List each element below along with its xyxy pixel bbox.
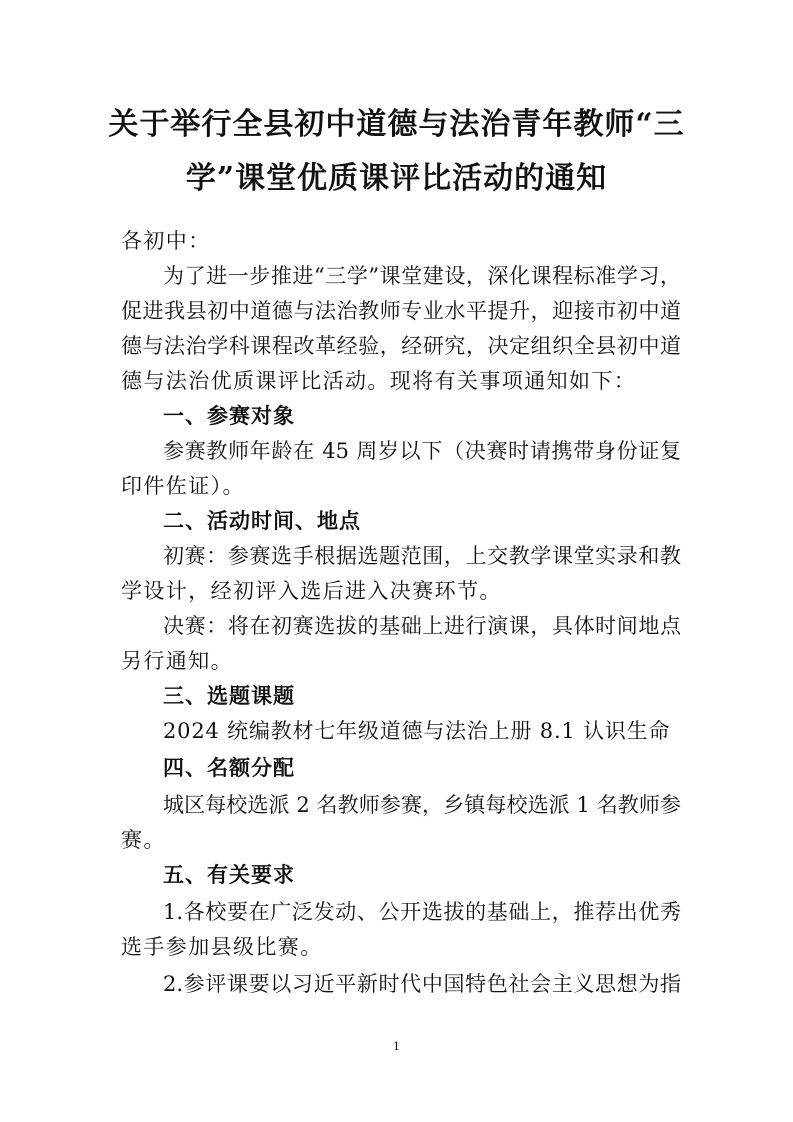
document-title	[100, 98, 693, 206]
intro-line-4: 德与法治优质课评比活动。现将有关事项通知如下：	[121, 369, 637, 393]
section4-line-1: 城区每校选派 2 名教师参赛，乡镇每校选派 1 名教师参	[163, 793, 681, 817]
title-line-1: 关于举行全县初中道德与法治青年教师“三	[108, 107, 685, 142]
section4-line-2: 赛。	[121, 828, 166, 852]
section1-line-1: 参赛教师年龄在 45 周岁以下（决赛时请携带身份证复	[163, 439, 681, 463]
section2-preliminary-line-2: 学设计，经初评入选后进入决赛环节。	[121, 579, 502, 603]
section-heading-requirements: 五、有关要求	[163, 863, 295, 887]
section3-line-1: 2024 统编教材七年级道德与法治上册 8.1 认识生命	[163, 719, 671, 743]
section-heading-quota: 四、名额分配	[163, 756, 295, 780]
section5-item1-line-1: 1.各校要在广泛发动、公开选拔的基础上，推荐出优秀	[163, 900, 681, 924]
section-heading-participants: 一、参赛对象	[163, 404, 295, 428]
page-number: 1	[393, 1040, 400, 1053]
title-line-2: 学”课堂优质课评比活动的通知	[185, 161, 608, 196]
intro-line-3: 德与法治学科课程改革经验，经研究，决定组织全县初中道	[121, 334, 681, 358]
section5-item2-line-1: 2.参评课要以习近平新时代中国特色社会主义思想为指	[163, 972, 681, 996]
intro-line-1: 为了进一步推进“三学”课堂建设，深化课程标准学习，	[163, 264, 681, 288]
section2-final-line-1: 决赛：将在初赛选拔的基础上进行演课，具体时间地点	[163, 614, 681, 638]
section-heading-topic: 三、选题课题	[163, 684, 295, 708]
salutation: 各初中：	[121, 229, 211, 253]
section5-item1-line-2: 选手参加县级比赛。	[121, 935, 323, 959]
intro-line-2: 促进我县初中道德与法治教师专业水平提升，迎接市初中道	[121, 299, 681, 323]
section1-line-2: 印件佐证）。	[121, 474, 245, 498]
section2-final-line-2: 另行通知。	[121, 649, 233, 673]
section-heading-time-place: 二、活动时间、地点	[163, 509, 361, 533]
section2-preliminary-line-1: 初赛：参赛选手根据选题范围，上交教学课堂实录和教	[163, 544, 681, 568]
